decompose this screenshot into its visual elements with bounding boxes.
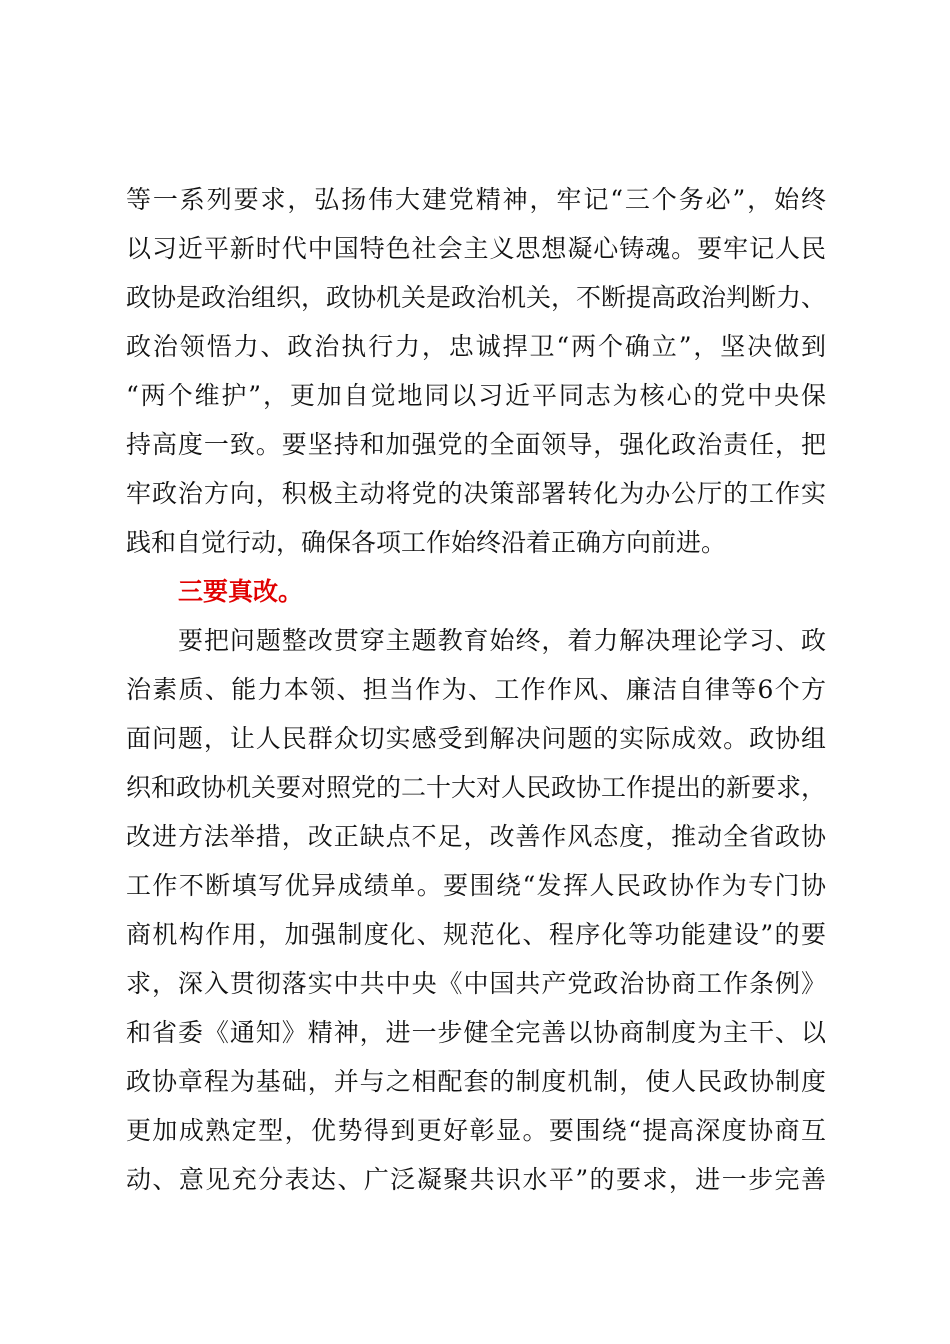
paragraph-2-line-2: 治素质、能力本领、担当作为、工作作风、廉洁自律等6个方 (126, 675, 826, 704)
paragraph-1-line-5: “两个维护”，更加自觉地同以习近平同志为核心的党中央保 (126, 381, 826, 410)
paragraph-2-line-9: 和省委《通知》精神，进一步健全完善以协商制度为主干、以 (126, 1018, 826, 1047)
paragraph-1-line-4: 政治领悟力、政治执行力，忠诚捍卫“两个确立”，坚决做到 (126, 332, 826, 361)
paragraph-2-line-11: 更加成熟定型，优势得到更好彰显。要围绕“提高深度协商互 (126, 1116, 826, 1145)
paragraph-2-line-10: 政协章程为基础，并与之相配套的制度机制，使人民政协制度 (126, 1067, 826, 1096)
paragraph-2-line-6: 工作不断填写优异成绩单。要围绕“发挥人民政协作为专门协 (126, 871, 826, 900)
paragraph-1-line-3: 政协是政治组织，政协机关是政治机关，不断提高政治判断力、 (126, 283, 827, 312)
paragraph-1-line-8: 践和自觉行动，确保各项工作始终沿着正确方向前进。 (126, 528, 727, 557)
section-heading: 三要真改。 (178, 577, 304, 606)
paragraph-2-line-3: 面问题，让人民群众切实感受到解决问题的实际成效。政协组 (126, 724, 826, 753)
paragraph-1-line-6: 持高度一致。要坚持和加强党的全面领导，强化政治责任，把 (126, 430, 826, 459)
paragraph-2-line-4: 织和政协机关要对照党的二十大对人民政协工作提出的新要求， (126, 773, 827, 802)
paragraph-2-line-7: 商机构作用，加强制度化、规范化、程序化等功能建设”的要 (126, 920, 826, 949)
paragraph-1-line-2: 以习近平新时代中国特色社会主义思想凝心铸魂。要牢记人民 (126, 234, 826, 263)
paragraph-2-line-12: 动、意见充分表达、广泛凝聚共识水平”的要求，进一步完善 (126, 1165, 826, 1194)
paragraph-1-line-1: 等一系列要求，弘扬伟大建党精神，牢记“三个务必”，始终 (126, 185, 826, 214)
paragraph-2-line-1: 要把问题整改贯穿主题教育始终，着力解决理论学习、政 (178, 626, 826, 655)
paragraph-1-line-7: 牢政治方向，积极主动将党的决策部署转化为办公厅的工作实 (126, 479, 826, 508)
paragraph-2-line-8: 求，深入贯彻落实中共中央《中国共产党政治协商工作条例》 (126, 969, 826, 998)
paragraph-2-line-5: 改进方法举措，改正缺点不足，改善作风态度，推动全省政协 (126, 822, 826, 851)
